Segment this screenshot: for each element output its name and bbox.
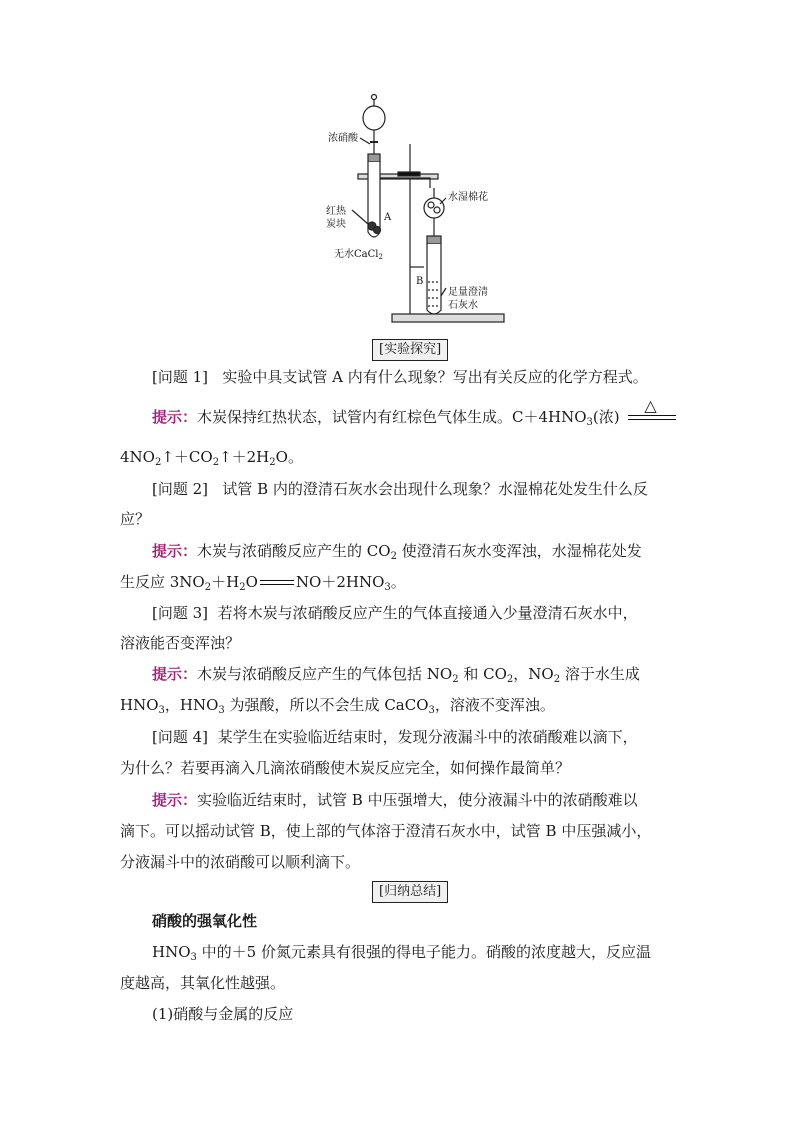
separating-funnel — [363, 106, 385, 130]
question-1-text: 实验中具支试管 A 内有什么现象？写出有关反应的化学方程式。 — [222, 368, 648, 386]
apparatus-diagram — [322, 92, 514, 328]
question-2-line2: 应？ — [120, 510, 151, 528]
hint-4: 提示：实验临近结束时，试管 B 中压强增大，使分液漏斗中的浓硝酸难以 — [152, 791, 638, 809]
hint-2: 提示：木炭与浓硝酸反应产生的 $CO_2$ 使澄清石灰水变浑浊，水湿棉花处发 — [152, 542, 642, 562]
hint-2-line2: 生反应 $3NO_2+H_2O$ $NO+2HNO_3$。 — [120, 573, 406, 593]
hint-4-line2: 滴下。可以摇动试管 B，使上部的气体溶于澄清石灰水中，试管 B 中压强减小， — [120, 822, 652, 840]
hint-1: 提示：木炭保持红热状态，试管内有红棕色气体生成。$C+4HNO_3$(浓) △ — [152, 406, 678, 428]
label-tube-b: B — [416, 276, 424, 287]
question-2-text: 试管 B 内的澄清石灰水会出现什么现象？水湿棉花处发生什么反 — [222, 480, 648, 498]
section-tag-summary: [归纳总结] — [372, 881, 448, 903]
section-tag-explore: [实验探究] — [372, 339, 448, 361]
tube-b — [427, 244, 441, 314]
question-2-label: [问题 2] — [152, 480, 209, 498]
hint-3-line2: $HNO_3$，$HNO_3$ 为强酸，所以不会生成 CaCO$_3$，溶液不变浑浊。 — [120, 696, 555, 716]
question-3: [问题 3] 若将木炭与浓硝酸反应产生的气体直接通入少量澄清石灰水中， — [152, 604, 638, 622]
summary-paragraph-line2: 度越高，其氧化性越强。 — [120, 974, 286, 992]
label-wet-cotton: 水湿棉花 — [448, 192, 488, 203]
hint-1-equation-line2: $4NO_2↑+CO_2↑+2H_2O$。 — [120, 448, 303, 468]
label-tube-a: A — [384, 212, 392, 223]
label-anhydrous-cacl2: 无水CaCl$_2$ — [334, 249, 383, 261]
summary-heading: 硝酸的强氧化性 — [152, 912, 258, 930]
hint-1-label: 提示： — [152, 408, 198, 426]
hint-4-line3: 分液漏斗中的浓硝酸可以顺利滴下。 — [120, 853, 361, 871]
label-limewater-1: 足量澄清 — [448, 287, 488, 298]
question-1-label: [问题 1] — [152, 368, 209, 386]
heat-equals-sign: △ — [626, 411, 678, 425]
question-3-line2: 溶液能否变浑浊？ — [120, 634, 241, 652]
question-4-line2: 为什么？若要再滴入几滴浓硝酸使木炭反应完全，如何操作最简单？ — [120, 759, 571, 777]
apparatus-svg — [322, 92, 514, 328]
stand-base — [392, 314, 504, 322]
label-hot-charcoal-1: 红热 — [326, 206, 346, 217]
question-1 — [152, 366, 648, 388]
label-limewater-2: 石灰水 — [448, 300, 478, 311]
label-hot-charcoal-2: 炭块 — [326, 219, 346, 230]
question-4: [问题 4] 某学生在实验临近结束时，发现分液漏斗中的浓硝酸难以滴下， — [152, 728, 638, 746]
question-2 — [152, 478, 648, 500]
summary-paragraph: $HNO_3$ 中的＋5 价氮元素具有很强的得电子能力。硝酸的浓度越大，反应温 — [152, 943, 651, 963]
equals-sign — [260, 579, 294, 587]
label-conc-hno3: 浓硝酸 — [328, 133, 358, 144]
hint-3: 提示：木炭与浓硝酸反应产生的气体包括 $NO_2$ 和 $CO_2$，$NO_2$ 溶于水生成 — [152, 665, 640, 685]
drying-bulb — [424, 198, 444, 218]
summary-item-1: (1)硝酸与金属的反应 — [152, 1005, 294, 1023]
